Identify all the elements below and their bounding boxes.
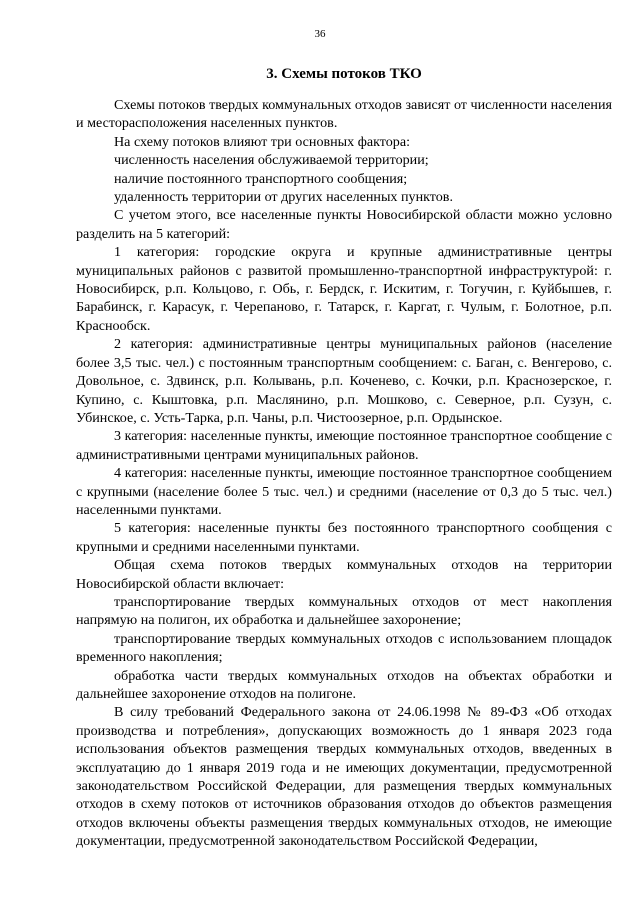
paragraph: 4 категория: населенные пункты, имеющие постоянное транспортное сообщением с крупными (население более 5 тыс. чел.) и средними (население от 0,3 до 5 тыс. чел.) населенными пунктами. xyxy=(76,465,612,518)
section-heading: 3. Схемы потоков ТКО xyxy=(266,66,422,82)
paragraph: Схемы потоков твердых коммунальных отходов зависят от численности населения и месторасположения населенных пунктов. xyxy=(76,97,612,132)
paragraph: В силу требований Федерального закона от 24.06.1998 № 89-ФЗ «Об отходах производства и потребления», допускающих возможность до 1 января 2023 года использования объектов размещения твердых коммунальных отходов, введенных в эксплуатацию до 1 января 2019 года и не имеющих документации, предусмотренной законодательством Российской Федерации, для размещения твердых коммунальных отходов в схему потоков от источников образования отходов до объектов размещения отходов включены объекты размещения твердых коммунальных отходов, не имеющие документации, предусмотренной законодательством Российской Федерации, xyxy=(76,704,612,850)
paragraph: С учетом этого, все населенные пункты Новосибирской области можно условно разделить на 5 категорий: xyxy=(76,207,612,242)
paragraph: транспортирование твердых коммунальных отходов от мест накопления напрямую на полигон, их обработка и дальнейшее захоронение; xyxy=(76,593,612,629)
paragraph: 5 категория: населенные пункты без постоянного транспортного сообщения с крупными и средними населенными пунктами. xyxy=(76,520,612,555)
paragraph: 1 категория: городские округа и крупные административные центры муниципальных районов с развитой промышленно-транспортной инфраструктурой: г. Новосибирск, р.п. Кольцово, г. Обь, г. Бердск, г. Искитим, г. Тогучин, г. Куйбышев, г. Барабинск, г. Карасук, г. Черепаново, г. Татарск, г. Каргат, г. Чулым, г. Болотное, р.п. Краснообск. xyxy=(76,244,612,334)
paragraph: обработка части твердых коммунальных отходов на объектах обработки и дальнейшее захоронение отходов на полигоне. xyxy=(76,667,612,702)
paragraph: удаленность территории от других населенных пунктов. xyxy=(114,189,453,206)
paragraph: На схему потоков влияют три основных фактора: xyxy=(114,133,411,150)
paragraph: 3 категория: населенные пункты, имеющие постоянное транспортное сообщение с административными центрами муниципальных районов. xyxy=(76,428,612,463)
page-number: 36 xyxy=(314,28,326,40)
paragraph: транспортирование твердых коммунальных отходов с использованием площадок временного накопления; xyxy=(76,630,612,666)
paragraph: 2 категория: административные центры муниципальных районов (население более 3,5 тыс. чел.) с постоянным транспортным сообщением: с. Баган, с. Венгерово, с. Довольное, с. Здвинск, р.п. Колывань, р.п. Коченево, с. Кочки, р.п. Краснозерское, г. Купино, с. Кыштовка, р.п. Маслянино, р.п. Мошково, с. Северное, р.п. Сузун, с. Убинское, с. Усть-Тарка, р.п. Чаны, р.п. Чистоозерное, р.п. Ордынское. xyxy=(76,336,612,426)
document-body xyxy=(76,96,612,851)
paragraph: Общая схема потоков твердых коммунальных отходов на территории Новосибирской области включает: xyxy=(76,557,612,592)
paragraph: численность населения обслуживаемой территории; xyxy=(114,152,429,169)
paragraph: наличие постоянного транспортного сообщения; xyxy=(114,170,408,187)
